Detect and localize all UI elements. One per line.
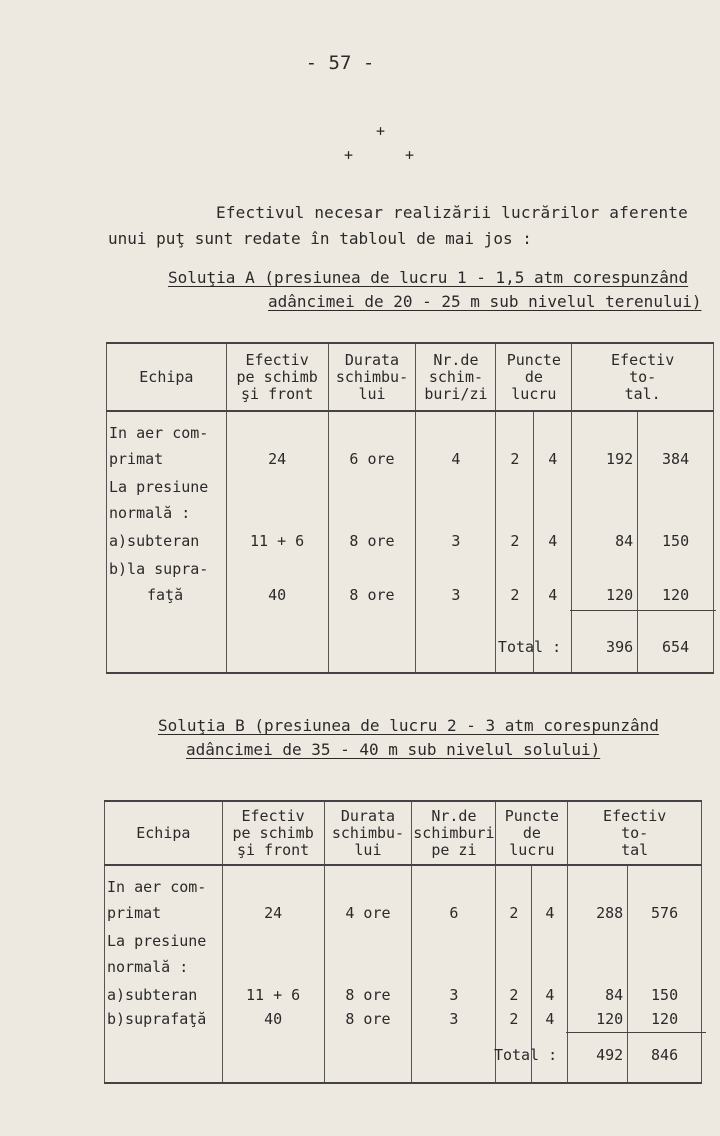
cell-efectiv: 40 — [264, 1010, 283, 1028]
cell-puncte: 4 — [545, 904, 555, 922]
header-puncte: Puncte de lucru — [496, 801, 568, 865]
header-efectiv: Efectiv pe schimb şi front — [226, 343, 328, 411]
cell-durata: 8 ore — [345, 1010, 391, 1028]
cell-puncte: 4 — [545, 986, 555, 1004]
cell-total: 120 — [596, 1010, 624, 1028]
total-label: Total : — [497, 638, 562, 656]
cell-puncte: 2 — [509, 986, 519, 1004]
cell-puncte: 4 — [548, 532, 558, 550]
cell-total: 576 — [651, 904, 679, 922]
header-efectiv: Efectiv pe schimb şi front — [222, 801, 324, 865]
table-solution-a — [106, 342, 714, 674]
row-label: primat — [107, 904, 162, 922]
cell-nr: 4 — [451, 450, 461, 468]
cell-puncte: 4 — [548, 586, 558, 604]
solution-a-title-line: adâncimei de 20 - 25 m sub nivelul terenului) — [268, 292, 702, 311]
cell-total: 150 — [662, 532, 690, 550]
header-puncte: Puncte de lucru — [496, 343, 572, 411]
cell-efectiv: 24 — [264, 904, 283, 922]
cell-efectiv: 24 — [268, 450, 287, 468]
cell-total: 384 — [662, 450, 690, 468]
row-label: b)suprafaţă — [107, 1010, 207, 1028]
cell-total: 120 — [651, 1010, 679, 1028]
row-label: normală : — [107, 958, 189, 976]
row-label: a)subteran — [109, 532, 200, 550]
cell-durata: 4 ore — [345, 904, 391, 922]
cell-puncte: 2 — [509, 904, 519, 922]
intro-line: unui puţ sunt redate în tabloul de mai jos : — [108, 229, 532, 248]
separator-mark: + — [344, 146, 354, 164]
row-label: La presiune — [109, 478, 209, 496]
cell-efectiv: 11 + 6 — [250, 532, 305, 550]
solution-b-title-line: Soluţia B (presiunea de lucru 2 - 3 atm corespunzând — [158, 716, 659, 735]
table-solution-b — [104, 800, 702, 1084]
cell-nr: 3 — [451, 532, 461, 550]
cell-puncte: 2 — [510, 586, 520, 604]
cell-total: 150 — [651, 986, 679, 1004]
cell-puncte: 2 — [510, 532, 520, 550]
row-label: primat — [109, 450, 164, 468]
row-label: In aer com- — [107, 878, 207, 896]
row-label: In aer com- — [109, 424, 209, 442]
cell-total: 120 — [662, 586, 690, 604]
intro-paragraph — [108, 200, 698, 252]
cell-durata: 8 ore — [349, 586, 395, 604]
total-value: 654 — [662, 638, 690, 656]
cell-total: 84 — [615, 532, 634, 550]
cell-total: 288 — [596, 904, 624, 922]
cell-total: 84 — [605, 986, 624, 1004]
header-durata: Durata schimbu- lui — [324, 801, 412, 865]
cell-efectiv: 11 + 6 — [246, 986, 301, 1004]
header-echipa: Echipa — [105, 801, 223, 865]
cell-nr: 3 — [449, 1010, 459, 1028]
cell-nr: 3 — [451, 586, 461, 604]
header-efectiv-total: Efectiv to- tal — [568, 801, 702, 865]
cell-puncte: 4 — [545, 1010, 555, 1028]
header-nr-schimburi: Nr.de schimburi pe zi — [412, 801, 496, 865]
cell-puncte: 2 — [509, 1010, 519, 1028]
page-number: - 57 - — [305, 52, 375, 74]
cell-puncte: 2 — [510, 450, 520, 468]
solution-b-title-line: adâncimei de 35 - 40 m sub nivelul solului) — [186, 740, 601, 759]
cell-puncte: 4 — [548, 450, 558, 468]
total-value: 846 — [651, 1046, 679, 1064]
separator-mark: + — [405, 146, 415, 164]
total-value: 492 — [596, 1046, 624, 1064]
header-durata: Durata schimbu- lui — [328, 343, 416, 411]
cell-durata: 8 ore — [345, 986, 391, 1004]
cell-durata: 6 ore — [349, 450, 395, 468]
separator-mark: + — [376, 122, 386, 140]
row-label: b)la supra- — [109, 560, 209, 578]
row-label: faţă — [147, 586, 184, 604]
cell-nr: 3 — [449, 986, 459, 1004]
cell-durata: 8 ore — [349, 532, 395, 550]
header-efectiv-total: Efectiv to- tal. — [572, 343, 714, 411]
header-nr-schimburi: Nr.de schim- buri/zi — [416, 343, 496, 411]
intro-line: Efectivul necesar realizării lucrărilor aferente — [216, 203, 688, 222]
cell-total: 120 — [606, 586, 634, 604]
header-echipa: Echipa — [107, 343, 227, 411]
solution-a-title-line: Soluţia A (presiunea de lucru 1 - 1,5 atm corespunzând — [168, 268, 689, 287]
cell-nr: 6 — [449, 904, 459, 922]
total-label: Total : — [493, 1046, 558, 1064]
row-label: normală : — [109, 504, 191, 522]
cell-efectiv: 40 — [268, 586, 287, 604]
row-label: a)subteran — [107, 986, 198, 1004]
row-label: La presiune — [107, 932, 207, 950]
cell-total: 192 — [606, 450, 634, 468]
total-value: 396 — [606, 638, 634, 656]
